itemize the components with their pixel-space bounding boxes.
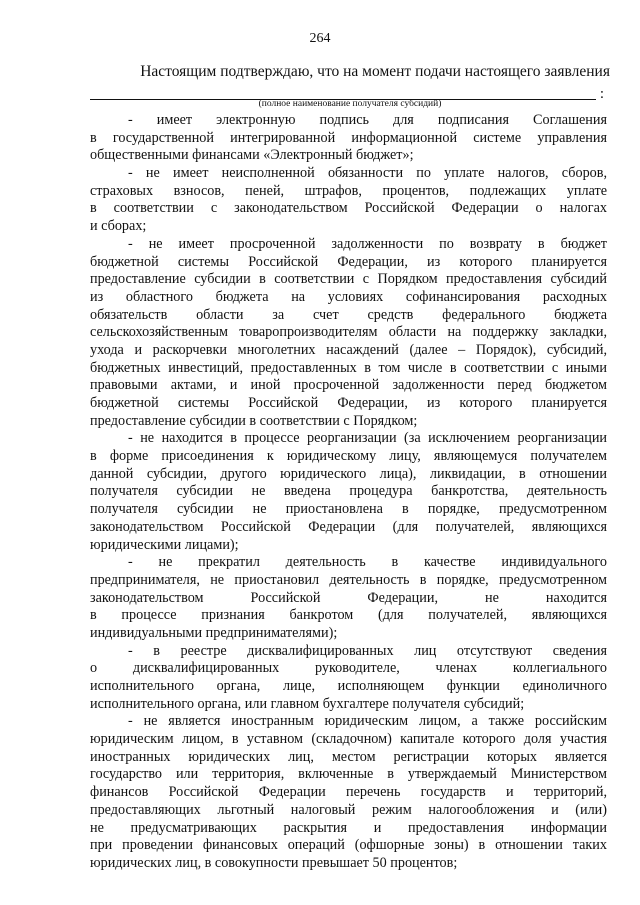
paragraph-line: ухода и раскорчевки многолетних насаждений (далее – Порядок), субсидий,: [90, 341, 607, 358]
paragraph-line: - не является иностранным юридическим лицом, а также российским: [128, 713, 607, 730]
paragraph-line: исполнительного органа, лице, исполняющем функции единоличного: [90, 678, 607, 694]
paragraph-line: бюджетной системы Российской Федерации, из которого планируется: [90, 253, 607, 270]
paragraph-line: сельскохозяйственным товаропроизводителям области на поддержку закладки,: [90, 324, 607, 341]
paragraph-line: из областного бюджета на условиях софинансирования расходных: [90, 288, 607, 305]
paragraph-line: при проведении финансовых операций (офшорные зоны) в отношении таких: [90, 837, 607, 854]
condition-paragraph: [90, 112, 607, 165]
condition-paragraph: [90, 713, 607, 872]
paragraph-line: данной субсидии, другого юридического лица), ликвидации, в отношении: [90, 465, 607, 482]
paragraph-line: страховых взносов, пеней, штрафов, процентов, подлежащих уплате: [90, 182, 607, 199]
condition-paragraph: [90, 236, 607, 431]
paragraph-line: юридических лиц, в совокупности превышает 50 процентов;: [90, 854, 458, 871]
paragraph-line: предпринимателя, не приостановил деятельность в порядке, предусмотренном: [90, 571, 607, 588]
paragraph-line: в форме присоединения к юридическому лицу, являющемуся получателем: [90, 448, 607, 465]
paragraph-line: юридическими лицами);: [90, 536, 239, 553]
confirmation-heading: Настоящим подтверждаю, что на момент подачи настоящего заявления: [140, 63, 610, 80]
paragraph-line: в соответствии с законодательством Российской Федерации о налогах: [90, 200, 607, 217]
paragraph-line: - имеет электронную подпись для подписания Соглашения: [128, 112, 607, 128]
paragraph-line: предоставляющих льготный налоговый режим налогообложения и (или): [90, 801, 607, 818]
recipient-name-colon: :: [599, 86, 604, 102]
paragraph-line: предоставление субсидии в соответствии с Порядком предоставления субсидий: [90, 271, 607, 288]
paragraph-line: не предусматривающих раскрытия и предоставления информации: [90, 819, 607, 836]
paragraph-line: обязательств области за счет средств федерального бюджета: [90, 306, 607, 323]
page-number: 264: [309, 31, 331, 46]
paragraph-line: о дисквалифицированных руководителе, членах коллегиального: [90, 660, 607, 677]
paragraph-line: юридическим лицом, в уставном (складочном) капитале которого доля участия: [90, 731, 607, 748]
paragraph-line: - не находится в процессе реорганизации (за исключением реорганизации: [128, 430, 607, 447]
paragraph-line: - не имеет просроченной задолженности по возврату в бюджет: [128, 235, 607, 252]
paragraph-line: общественными финансами «Электронный бюджет»;: [90, 147, 414, 164]
paragraph-line: бюджетной системы Российской Федерации, из которого планируется: [90, 395, 607, 411]
paragraph-line: в государственной интегрированной информационной системе управления: [90, 129, 607, 146]
recipient-name-caption: (полное наименование получателя субсидий): [258, 99, 442, 109]
paragraph-line: исполнительного органа, или главном бухгалтере получателя субсидий;: [90, 695, 525, 712]
paragraph-line: законодательством Российской Федерации, не находится: [90, 589, 607, 606]
paragraph-line: законодательством Российской Федерации (для получателей, являющихся: [90, 518, 607, 535]
condition-paragraph: [90, 430, 607, 554]
condition-paragraph: [90, 165, 607, 236]
paragraph-line: иностранных юридических лиц, местом регистрации которых является: [90, 748, 607, 765]
paragraph-line: - в реестре дисквалифицированных лиц отсутствуют сведения: [128, 642, 607, 659]
paragraph-line: бюджетных инвестиций, предоставленных в том числе в соответствии с иными: [90, 359, 607, 376]
paragraph-line: индивидуальными предпринимателями);: [90, 624, 338, 641]
paragraph-line: в процессе признания банкротом (для получателей, являющихся: [90, 607, 607, 624]
paragraph-line: - не прекратил деятельность в качестве индивидуального: [128, 554, 607, 571]
paragraph-line: финансов Российской Федерации перечень государств и территорий,: [90, 784, 607, 801]
paragraph-line: получателя субсидии не введена процедура банкротства, деятельность: [90, 483, 607, 500]
paragraph-line: - не имеет неисполненной обязанности по уплате налогов, сборов,: [128, 165, 607, 182]
document-body: [90, 112, 607, 873]
paragraph-line: и сборах;: [90, 218, 147, 235]
paragraph-line: получателя субсидии не приостановлена в порядке, предусмотренном: [90, 501, 607, 518]
paragraph-line: предоставление субсидии в соответствии с Порядком;: [90, 412, 418, 429]
paragraph-line: правовыми актами, и иной просроченной задолженности перед бюджетом: [90, 377, 607, 394]
paragraph-line: государство или территория, включенные в утверждаемый Министерством: [90, 766, 607, 783]
condition-paragraph: [90, 643, 607, 714]
condition-paragraph: [90, 554, 607, 642]
